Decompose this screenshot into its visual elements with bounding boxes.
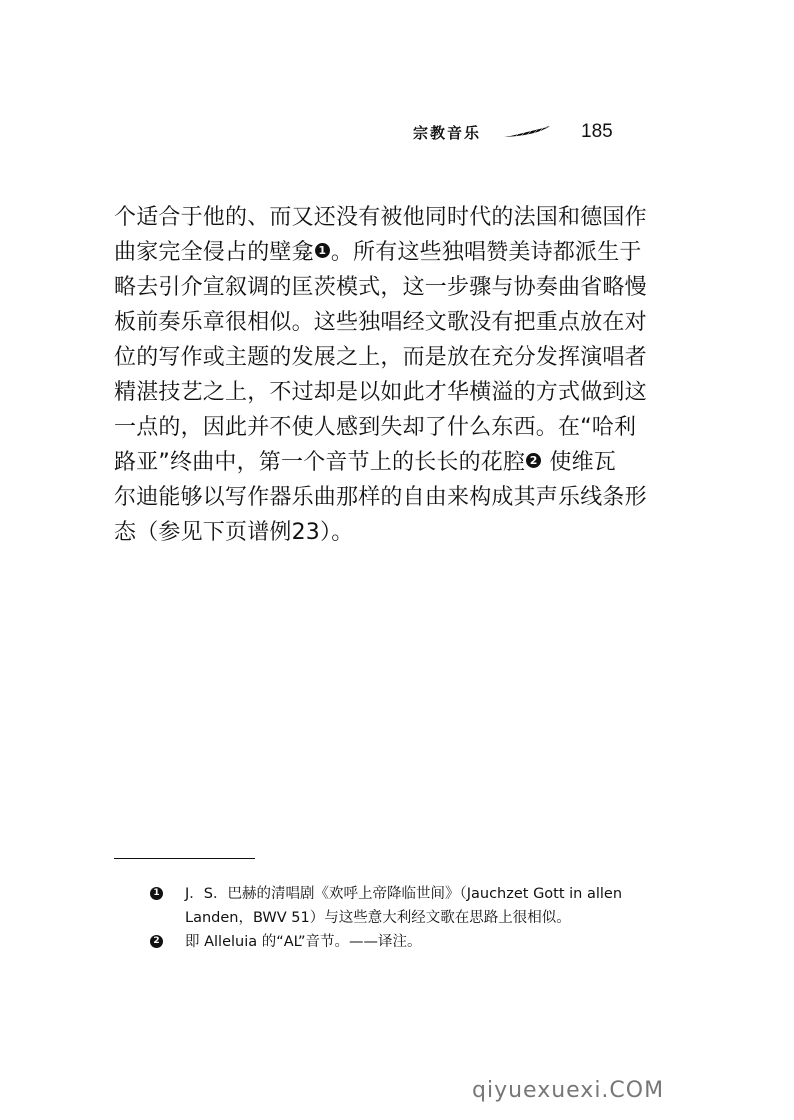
body-text	[114, 200, 696, 550]
text-line: 板前奏乐章很相似。这些独唱经文歌没有把重点放在对	[114, 310, 647, 335]
text-line: 略去引介宣叙调的匡茨模式，这一步骤与协奏曲省略慢	[114, 275, 647, 300]
running-header	[413, 118, 613, 146]
page-number: 185	[581, 121, 613, 142]
text-line: 态（参见下页谱例23）。	[114, 520, 354, 545]
footnote-ref-2[interactable]: 2	[526, 453, 541, 468]
footnote-divider	[114, 858, 255, 859]
footnote-marker: 1	[150, 887, 163, 900]
text-line: 个适合于他的、而又还没有被他同时代的法国和德国作	[114, 205, 647, 230]
text-line: 位的写作或主题的发展之上，而是放在充分发挥演唱者	[114, 345, 647, 370]
text-segment: 路亚”终曲中，第一个音节上的长长的花腔	[114, 450, 526, 475]
text-segment: 曲家完全侵占的壁龛	[114, 240, 314, 265]
footnote-ref-1[interactable]: 1	[315, 243, 330, 258]
text-segment: 。所有这些独唱赞美诗都派生于	[330, 240, 642, 265]
feather-ornament-icon	[503, 125, 551, 139]
chapter-title: 宗教音乐	[413, 123, 482, 142]
footnote-text: J．S．巴赫的清唱剧《欢呼上帝降临世间》（Jauchzet Gott in allen Landen，BWV 51）与这些意大利经文歌在思路上很相似。	[185, 886, 623, 926]
text-line	[114, 445, 696, 480]
footnote-1	[150, 882, 690, 930]
footnote-text: 即 Alleluia 的“AL”音节。——译注。	[185, 934, 422, 950]
text-line: 精湛技艺之上，不过却是以如此才华横溢的方式做到这	[114, 380, 647, 405]
site-watermark: qiyuexuexi.COM	[472, 1078, 665, 1103]
text-segment: 使维瓦	[542, 450, 616, 475]
footnotes	[150, 882, 690, 954]
text-line: 一点的，因此并不使人感到失却了什么东西。在“哈利	[114, 415, 637, 440]
text-line	[114, 235, 696, 270]
footnote-marker: 2	[150, 935, 163, 948]
footnote-2	[150, 930, 690, 954]
text-line: 尔迪能够以写作器乐曲那样的自由来构成其声乐线条形	[114, 485, 647, 510]
